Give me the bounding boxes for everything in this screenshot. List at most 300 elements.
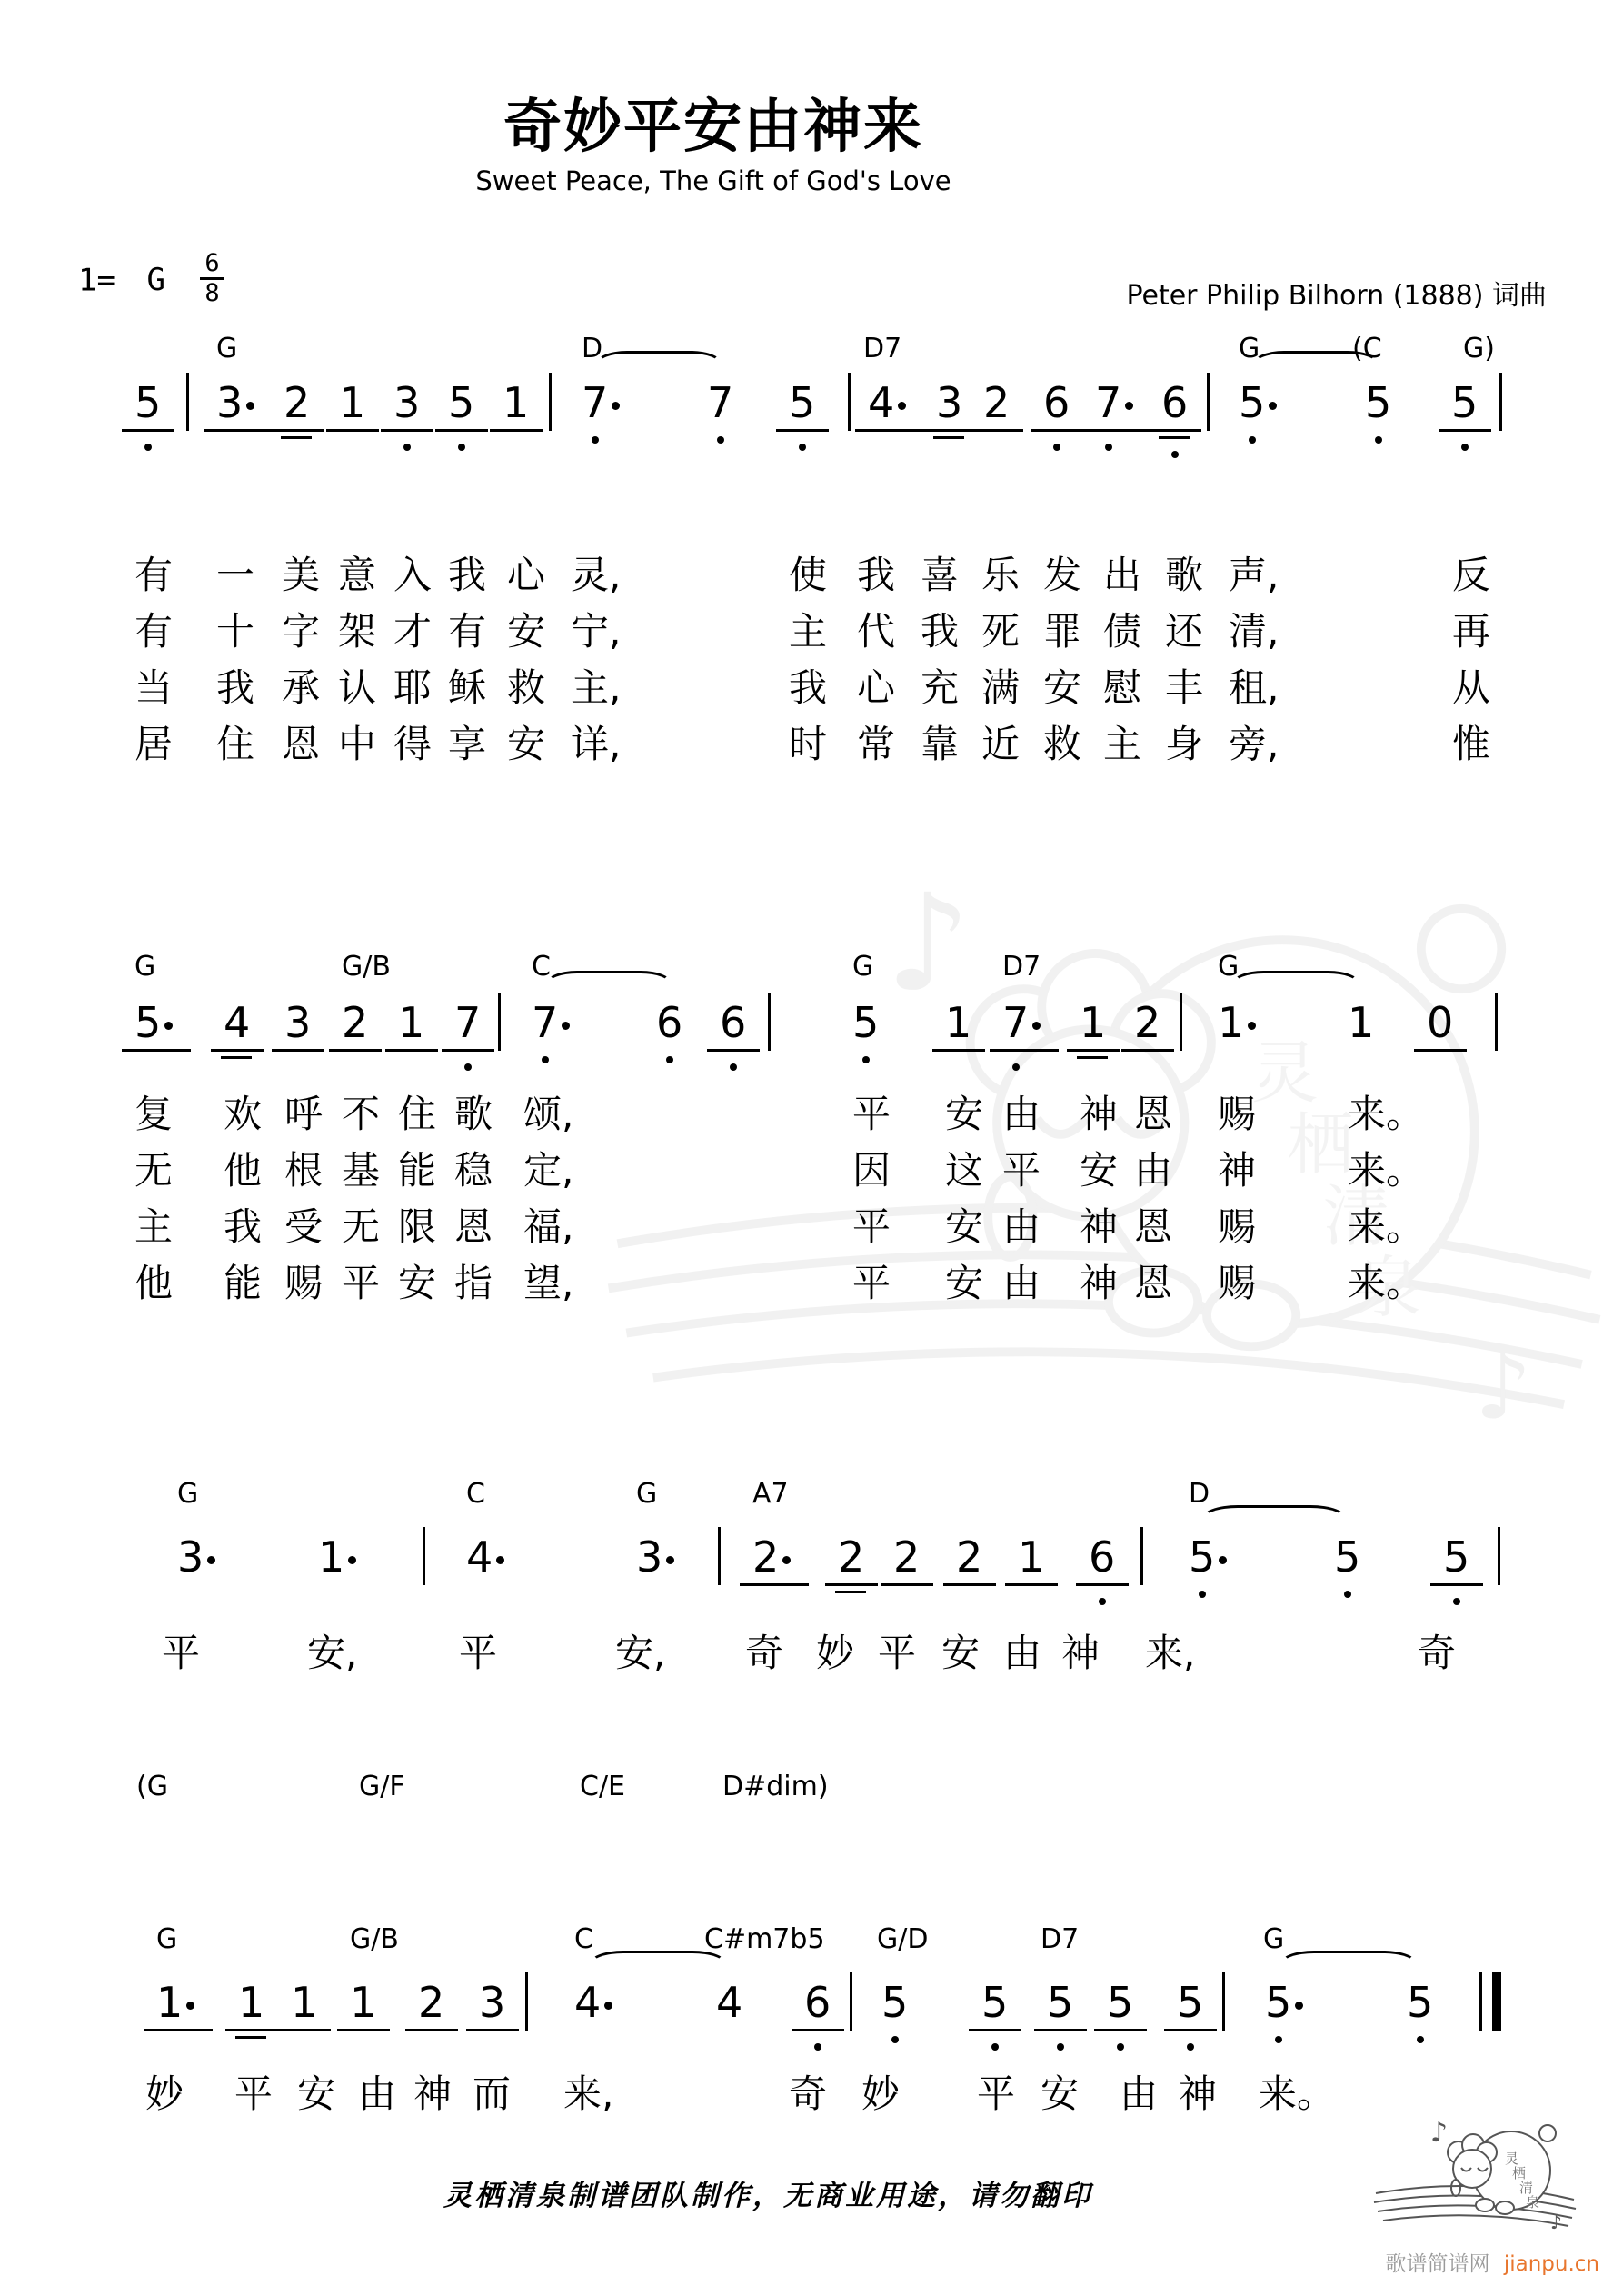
note-digit: 2 [418,1978,445,2027]
bar-line [423,1527,425,1585]
note-digit: 6 [1089,1532,1116,1582]
bar-line [718,1527,721,1585]
lyric-char: 有 [134,609,174,654]
note-digit: 5 [852,998,880,1047]
lyric-char: 乐 [981,553,1021,597]
augmentation-dot [164,1022,173,1030]
chord-label: G/D [877,1923,929,1955]
duration-underline [855,429,924,432]
lyric-char: 中 [338,722,377,766]
lyric-char: 由 [1134,1148,1173,1193]
duration-underline [1082,429,1151,432]
note-digit: 1 [503,378,530,427]
lyric-char: 因 [852,1148,891,1193]
note-digit: 2 [838,1532,865,1582]
lyric-char: 无 [342,1204,381,1249]
bar-line [1498,1527,1500,1585]
augmentation-dot [207,1556,215,1564]
note-digit: 7 [454,998,482,1047]
lyric-char: 平 [852,1204,891,1249]
low-octave-dot [1057,2043,1064,2051]
chord-label: D7 [1041,1923,1080,1955]
lyric-char: 出 [1103,553,1142,597]
lyric-char: 有 [134,553,174,597]
note-digit: 2 [956,1532,983,1582]
note-digit: 4 [574,1978,602,2027]
note-digit: 3 [936,378,963,427]
duration-underline [435,429,488,432]
lyric-char: 奇 [745,1631,784,1675]
duration-underline [1076,1583,1129,1586]
note-digit: 5 [1047,1978,1074,2027]
bar-line [1222,1972,1225,2031]
low-octave-dot [1105,444,1112,451]
note-digit: 1 [318,1532,345,1582]
lyric-char: 惟 [1452,722,1491,766]
low-octave-dot [1453,1598,1460,1605]
duration-underline [1121,1049,1174,1052]
note-digit: 0 [1427,998,1454,1047]
chord-label: (G [136,1771,168,1802]
augmentation-dot [1295,2002,1303,2010]
duration-underline [337,2029,390,2031]
note-digit: 7 [532,998,559,1047]
duration-underline [923,429,976,432]
duration-underline [272,1049,324,1052]
duration-underline [933,436,964,439]
page-title: 奇妙平安由神来 [503,94,923,161]
lyric-char: 复 [134,1092,174,1136]
lyric-char: 发 [1043,553,1082,597]
lyric-char: 住 [216,722,255,766]
low-octave-dot [1199,1591,1206,1598]
lyric-char: 我 [216,665,255,710]
lyric-char: 赐 [1218,1092,1257,1136]
meter-numerator: 6 [200,251,224,280]
duration-underline [776,429,829,432]
note-digit: 3 [177,1532,204,1582]
augmentation-dot [186,2002,194,2010]
low-octave-dot [1249,436,1256,444]
duration-underline [835,1591,866,1593]
bar-line [525,1972,528,2031]
duration-underline [271,429,324,432]
low-octave-dot [717,436,724,444]
duration-underline [442,1049,494,1052]
lyric-char: 入 [393,553,433,597]
lyric-char: 租, [1229,665,1279,710]
duration-underline [225,2029,278,2031]
lyric-char: 妙 [816,1631,855,1675]
tie-arc [1201,1505,1347,1532]
note-digit: 5 [981,1978,1009,2027]
lyric-char: 不 [342,1092,381,1136]
duration-underline [825,1583,878,1586]
bar-line [1499,373,1502,431]
duration-underline [1414,1049,1467,1052]
note-digit: 5 [1334,1532,1361,1582]
lyric-char: 能 [224,1261,263,1305]
lyric-char: 神 [413,2071,453,2116]
note-digit: 4 [224,998,251,1047]
chord-label: G) [1463,333,1495,364]
lyric-char: 丰 [1165,665,1204,710]
note-digit: 1 [156,1978,184,2027]
chord-label: D#dim) [722,1771,829,1802]
lyric-char: 限 [398,1204,437,1249]
duration-underline [932,1049,985,1052]
note-digit: 1 [339,378,366,427]
note-digit: 1 [238,1978,265,2027]
lyric-char: 平 [1002,1148,1041,1193]
duration-underline [990,1049,1059,1052]
low-octave-dot [991,2043,999,2051]
lyric-char: 来。 [1348,1148,1425,1193]
bar-line [1207,373,1210,431]
lyric-char: 歌 [454,1092,493,1136]
lyric-char: 望, [523,1261,574,1305]
lyric-char: 来, [1145,1631,1196,1675]
lyric-char: 慰 [1103,665,1142,710]
duration-underline [943,1583,996,1586]
low-octave-dot [144,444,152,451]
lyric-char: 常 [857,722,896,766]
site-domain: jianpu.cn [1503,2252,1599,2276]
duration-underline [969,2029,1021,2031]
chord-label: G/F [359,1771,405,1802]
lyric-char: 恩 [282,722,321,766]
note-digit: 2 [983,378,1011,427]
low-octave-dot [1171,451,1179,458]
bar-line [768,993,771,1051]
lyric-char: 安, [307,1631,358,1675]
note-digit: 1 [291,1978,318,2027]
lyric-char: 奇 [1418,1631,1457,1675]
duration-underline [405,2029,458,2031]
note-digit: 6 [804,1978,831,2027]
lyric-char: 主 [1103,722,1142,766]
lyric-char: 神 [1080,1092,1119,1136]
note-digit: 1 [1080,998,1107,1047]
duration-underline [971,429,1023,432]
lyric-char: 平 [852,1261,891,1305]
bar-line [549,373,552,431]
lyric-char: 平 [234,2071,274,2116]
lyric-char: 安 [297,2071,336,2116]
lyric-char: 救 [507,665,546,710]
note-digit: 4 [466,1532,493,1582]
note-digit: 2 [342,998,369,1047]
lyric-char: 神 [1218,1148,1257,1193]
lyric-char: 详, [571,722,622,766]
duration-underline [1159,436,1190,439]
lyric-char: 美 [282,553,321,597]
duration-underline [707,1049,760,1052]
chord-label: C [466,1478,485,1510]
lyric-char: 由 [1002,1092,1041,1136]
meter-denominator: 8 [204,279,220,308]
chord-label: C [574,1923,593,1955]
lyric-char: 安 [945,1261,984,1305]
augmentation-dot [1269,402,1277,410]
lyric-char: 清, [1229,609,1279,654]
lyric-char: 妙 [145,2071,184,2116]
note-digit: 5 [1177,1978,1204,2027]
duration-underline [740,1583,809,1586]
lyric-char: 安 [1043,665,1082,710]
lyric-char: 才 [393,609,433,654]
lyric-char: 平 [977,2071,1016,2116]
bar-line [1180,993,1182,1051]
duration-underline [204,429,273,432]
low-octave-dot [891,2036,899,2043]
low-octave-dot [1053,444,1060,451]
low-octave-dot [1012,1063,1020,1071]
low-octave-dot [542,1056,549,1063]
footer-notice: 灵栖清泉制谱团队制作，无商业用途，请勿翻印 [443,2180,1092,2212]
lyric-char: 恩 [454,1204,493,1249]
final-bar-thin [1479,1972,1482,2031]
note-digit: 3 [284,998,312,1047]
lyric-char: 喜 [921,553,960,597]
tie-arc [1231,971,1360,998]
chord-label: G/B [350,1923,399,1955]
lyric-char: 居 [134,722,174,766]
note-digit: 5 [1239,378,1266,427]
augmentation-dot [1125,402,1133,410]
lyric-char: 反 [1452,553,1491,597]
lyric-char: 宁, [571,609,622,654]
low-octave-dot [862,1056,870,1063]
lyric-char: 稣 [448,665,487,710]
lyric-char: 颂, [523,1092,574,1136]
chord-label: G [177,1478,199,1510]
lyric-char: 享 [448,722,487,766]
lyric-char: 债 [1103,609,1142,654]
chord-label: G [852,951,874,983]
lyric-char: 一 [216,553,255,597]
note-digit: 2 [284,378,311,427]
lyric-char: 他 [224,1148,263,1193]
lyric-char: 定, [523,1148,574,1193]
low-octave-dot [814,2043,821,2051]
lyric-char: 奇 [789,2071,828,2116]
lyric-char: 来。 [1348,1092,1425,1136]
note-digit: 5 [789,378,816,427]
tie-arc [545,971,672,998]
note-digit: 1 [1218,998,1245,1047]
lyric-char: 我 [224,1204,263,1249]
lyric-char: 由 [358,2071,397,2116]
duration-underline [1439,429,1491,432]
low-octave-dot [666,1056,673,1063]
lyric-char: 稳 [454,1148,493,1193]
lyric-char: 字 [282,609,321,654]
lyric-char: 赐 [1218,1204,1257,1249]
duration-underline [278,2029,331,2031]
low-octave-dot [1099,1598,1106,1605]
lyric-char: 由 [1002,1204,1041,1249]
lyric-char: 还 [1165,609,1204,654]
lyric-char: 再 [1452,609,1491,654]
lyric-char: 意 [338,553,377,597]
note-digit: 1 [350,1978,377,2027]
note-digit: 5 [1265,1978,1292,2027]
lyric-char: 恩 [1134,1261,1173,1305]
bar-line [498,993,501,1051]
chord-label: D7 [1002,951,1041,983]
note-digit: 2 [893,1532,921,1582]
low-octave-dot [1417,2036,1424,2043]
lyric-char: 心 [507,553,546,597]
chord-label: D [1189,1478,1210,1510]
lyric-char: 妙 [861,2071,901,2116]
note-digit: 7 [1002,998,1030,1047]
chord-label: C [532,951,551,983]
lyric-char: 主 [789,609,828,654]
note-digit: 5 [1451,378,1479,427]
duration-underline [221,1056,252,1059]
lyric-char: 呼 [284,1092,324,1136]
lyric-char: 声, [1229,553,1279,597]
site-name: 歌谱简谱网 [1385,2252,1490,2276]
low-octave-dot [458,444,465,451]
lyric-char: 平 [852,1092,891,1136]
duration-underline [385,1049,438,1052]
note-digit: 5 [134,998,162,1047]
lyric-char: 安 [941,1631,981,1675]
lyric-char: 安 [945,1092,984,1136]
low-octave-dot [1461,444,1469,451]
augmentation-dot [246,402,254,410]
note-digit: 3 [216,378,244,427]
note-digit: 6 [1043,378,1070,427]
lyric-char: 平 [459,1631,498,1675]
lyric-char: 而 [473,2071,512,2116]
lyric-char: 安 [945,1204,984,1249]
duration-underline [235,2036,266,2039]
lyric-char: 使 [789,553,828,597]
note-digit: 5 [448,378,475,427]
low-octave-dot [1275,2036,1282,2043]
note-digit: 1 [1018,1532,1045,1582]
duration-underline [1005,1583,1058,1586]
augmentation-dot [666,1556,674,1564]
composer-credit: Peter Philip Bilhorn (1888) 词曲 [1126,280,1547,312]
lyric-char: 由 [1120,2071,1159,2116]
lyric-char: 平 [162,1631,201,1675]
lyric-char: 满 [981,665,1021,710]
low-octave-dot [464,1063,472,1071]
duration-underline [326,429,379,432]
chord-label: A7 [752,1478,789,1510]
note-digit: 7 [1095,378,1122,427]
lyric-char: 当 [134,665,174,710]
duration-underline [281,436,312,439]
lyric-char: 平 [878,1631,917,1675]
low-octave-dot [1344,1591,1351,1598]
duration-underline [1164,2029,1217,2031]
lyric-char: 由 [1003,1631,1042,1675]
lyric-char: 主 [134,1204,174,1249]
lyric-char: 承 [282,665,321,710]
augmentation-dot [898,402,906,410]
chord-label: G [1239,333,1260,364]
lyric-char: 平 [342,1261,381,1305]
lyric-char: 耶 [393,665,433,710]
lyric-char: 时 [789,722,828,766]
lyric-char: 欢 [224,1092,263,1136]
augmentation-dot [1032,1022,1041,1030]
note-digit: 5 [1407,1978,1434,2027]
duration-underline [490,429,543,432]
chord-label: C/E [580,1771,626,1802]
duration-underline [466,2029,519,2031]
lyric-char: 无 [134,1148,174,1193]
note-digit: 3 [479,1978,506,2027]
lyric-char: 来。 [1348,1204,1425,1249]
lyric-char: 安 [1080,1148,1119,1193]
time-signature [200,251,224,307]
low-octave-dot [799,444,806,451]
lyric-char: 来, [563,2071,614,2116]
lyric-char: 旁, [1229,722,1279,766]
tie-arc [589,1951,727,1978]
note-digit: 5 [1189,1532,1216,1582]
note-digit: 3 [393,378,421,427]
lyric-char: 安 [398,1261,437,1305]
lyric-char: 指 [454,1261,493,1305]
publisher-logo-sheep-icon [1370,2116,1579,2234]
duration-underline [381,429,433,432]
duration-underline [329,1049,382,1052]
lyric-char: 这 [945,1148,984,1193]
lyric-char: 基 [342,1148,381,1193]
note-digit: 5 [1443,1532,1470,1582]
bar-line [850,1972,852,2031]
lyric-char: 能 [398,1148,437,1193]
lyric-char: 近 [981,722,1021,766]
lyric-char: 神 [1080,1261,1119,1305]
note-digit: 6 [720,998,747,1047]
key-signature [78,249,224,308]
duration-underline [1067,1049,1120,1052]
chord-label: D [582,333,603,364]
chord-label: G/B [342,951,391,983]
note-digit: 4 [716,1978,743,2027]
lyric-char: 我 [921,609,960,654]
chord-label: G [636,1478,658,1510]
lyric-char: 救 [1043,722,1082,766]
duration-underline [1034,2029,1087,2031]
lyric-char: 代 [857,609,896,654]
lyric-char: 罪 [1043,609,1082,654]
lyric-char: 神 [1179,2071,1218,2116]
note-digit: 6 [1161,378,1189,427]
page-subtitle: Sweet Peace, The Gift of God's Love [475,165,951,196]
chord-label: C#m7b5 [704,1923,825,1955]
augmentation-dot [604,2002,612,2010]
lyric-char: 安 [507,722,546,766]
note-digit: 1 [398,998,425,1047]
augmentation-dot [1248,1022,1256,1030]
note-digit: 3 [636,1532,663,1582]
duration-underline [1094,2029,1147,2031]
chord-label: G [1218,951,1240,983]
lyric-char: 安 [1041,2071,1080,2116]
duration-underline [211,1049,264,1052]
augmentation-dot [562,1022,570,1030]
